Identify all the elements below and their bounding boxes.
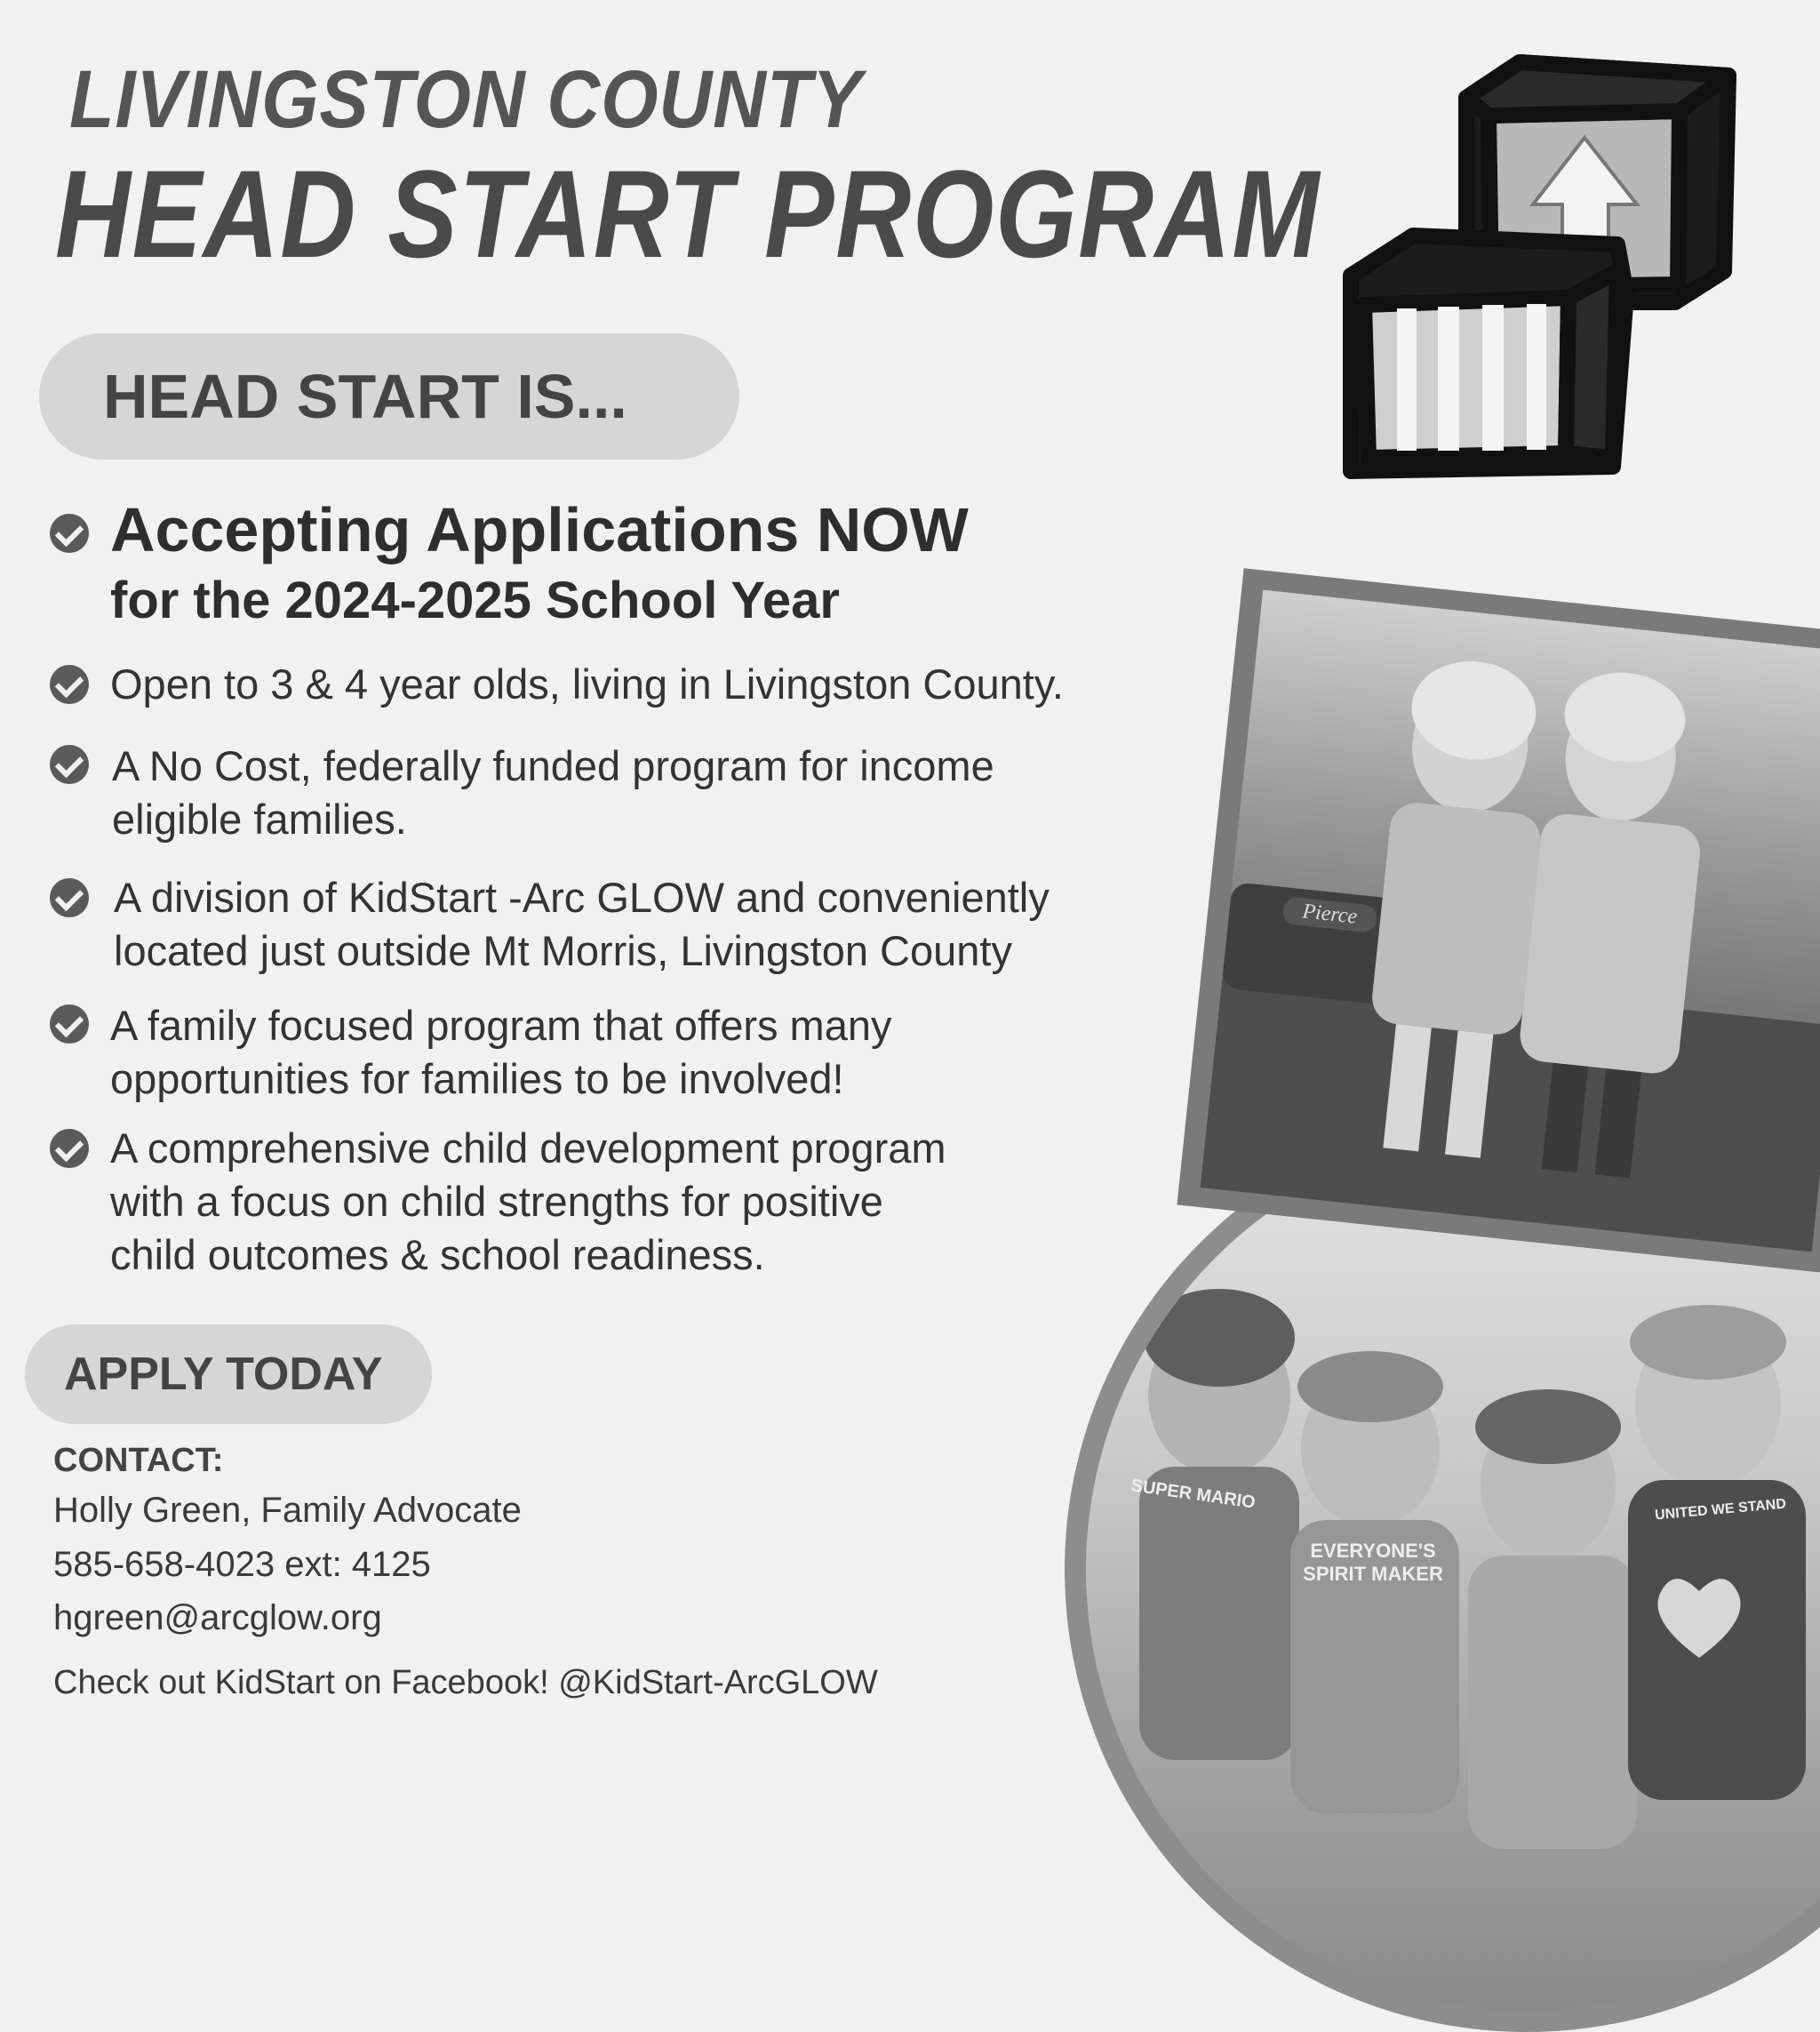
bullet-line: A division of KidStart -Arc GLOW and conveniently (114, 874, 1050, 921)
shirt-text-left: SUPER MARIO (1130, 1476, 1257, 1513)
bullet-line: child outcomes & school readiness. (110, 1231, 765, 1278)
check-circle-icon (50, 878, 89, 917)
contact-name: Holly Green, Family Advocate (53, 1491, 522, 1530)
apply-pill: APPLY TODAY (25, 1324, 432, 1424)
bullet-line: A family focused program that offers many (110, 1002, 892, 1049)
title-program: HEAD START PROGRAM (55, 144, 1321, 284)
bullet-line: A comprehensive child development program (110, 1124, 946, 1172)
contact-heading: CONTACT: (53, 1442, 224, 1479)
bullet-item-1 (110, 658, 1064, 711)
alphabet-blocks-icon (1333, 49, 1742, 484)
bullet-line: located just outside Mt Morris, Livingston County (114, 927, 1012, 974)
lead-title: Accepting Applications NOW (110, 495, 969, 564)
contact-social[interactable]: Check out KidStart on Facebook! @KidStart-ArcGLOW (53, 1664, 878, 1701)
bullet-item-3 (114, 871, 1050, 978)
contact-phone: 585-658-4023 ext: 4125 (53, 1545, 431, 1584)
bullet-line: with a focus on child strengths for positive (110, 1178, 883, 1225)
bullet-line: opportunities for families to be involved! (110, 1055, 844, 1102)
contact-email[interactable]: hgreen@arcglow.org (53, 1598, 382, 1637)
bullet-line: Open to 3 & 4 year olds, living in Livingston County. (110, 660, 1064, 708)
check-circle-icon (50, 745, 89, 784)
title-county: LIVINGSTON COUNTY (69, 54, 863, 145)
bullet-item-4 (110, 999, 891, 1106)
vehicle-badge: Pierce (1281, 896, 1377, 933)
bullet-line: A No Cost, federally funded program for income (112, 742, 994, 789)
lead-subtitle: for the 2024-2025 School Year (110, 572, 841, 629)
children-illustration (1086, 1129, 1820, 2011)
bullet-line: eligible families. (112, 796, 407, 843)
intro-pill: HEAD START IS... (39, 333, 739, 460)
check-circle-icon (50, 1129, 89, 1168)
shirt-text-center: EVERYONE'S SPIRIT MAKER (1303, 1540, 1443, 1585)
check-circle-icon (50, 514, 89, 553)
bullet-item-2 (112, 740, 994, 846)
bullet-item-5 (110, 1122, 946, 1282)
group-photo-image (1086, 1129, 1820, 2011)
firetruck-photo-image (1201, 590, 1820, 1252)
check-circle-icon (50, 665, 89, 704)
check-circle-icon (50, 1004, 89, 1044)
firetruck-photo (1177, 568, 1820, 1273)
shirt-text-right: UNITED WE STAND (1654, 1496, 1787, 1524)
